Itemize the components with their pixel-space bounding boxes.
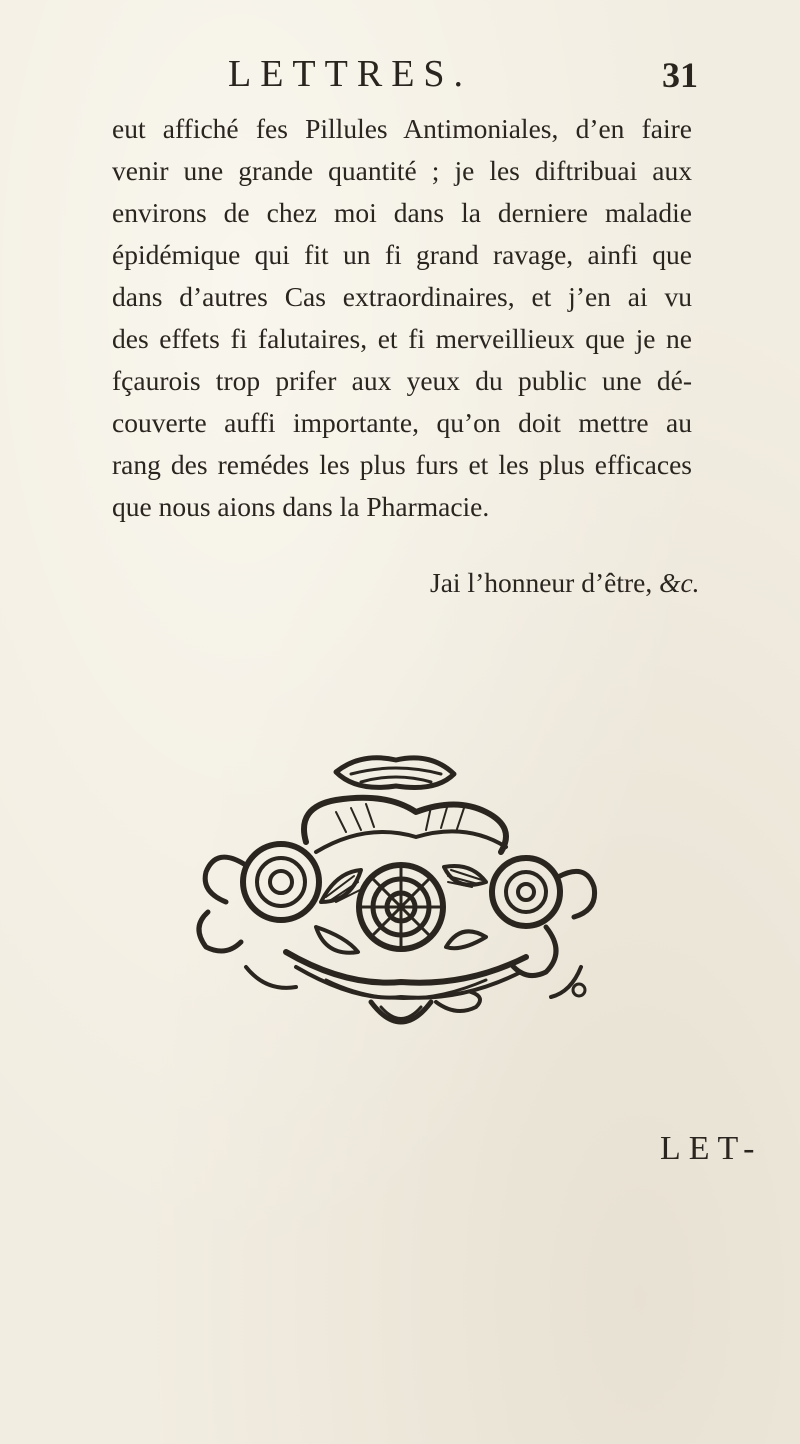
floral-ornament-icon [186,752,606,1042]
catchword: LET- [660,1130,763,1167]
closing-salutation [430,567,700,599]
text-line: dans d’autres Cas extraordinaires, et j’en ai vu [112,281,692,312]
closing-etc: &c. [659,567,700,598]
text-line: épidémique qui fit un fi grand ravage, ainfi que [112,239,692,270]
text-line: rang des remédes les plus furs et les plus efficaces [112,449,692,480]
closing-text: Jai l’honneur d’être, [430,567,653,598]
text-line: que nous aions dans la Pharmacie. [112,491,490,522]
page-number: 31 [662,55,698,95]
text-line: eut affiché fes Pillules Antimoniales, d’en faire [112,113,692,144]
text-line: venir une grande quantité ; je les diftribuai aux [112,155,692,186]
running-head: LETTRES. [228,53,473,95]
body-text [112,108,692,528]
text-line: des effets fi falutaires, et fi merveillieux que je ne [112,323,692,354]
text-line: couverte auffi importante, qu’on doit mettre au [112,407,692,438]
text-line: environs de chez moi dans la derniere maladie [112,197,692,228]
text-line: fçaurois trop prifer aux yeux du public une dé- [112,365,692,396]
